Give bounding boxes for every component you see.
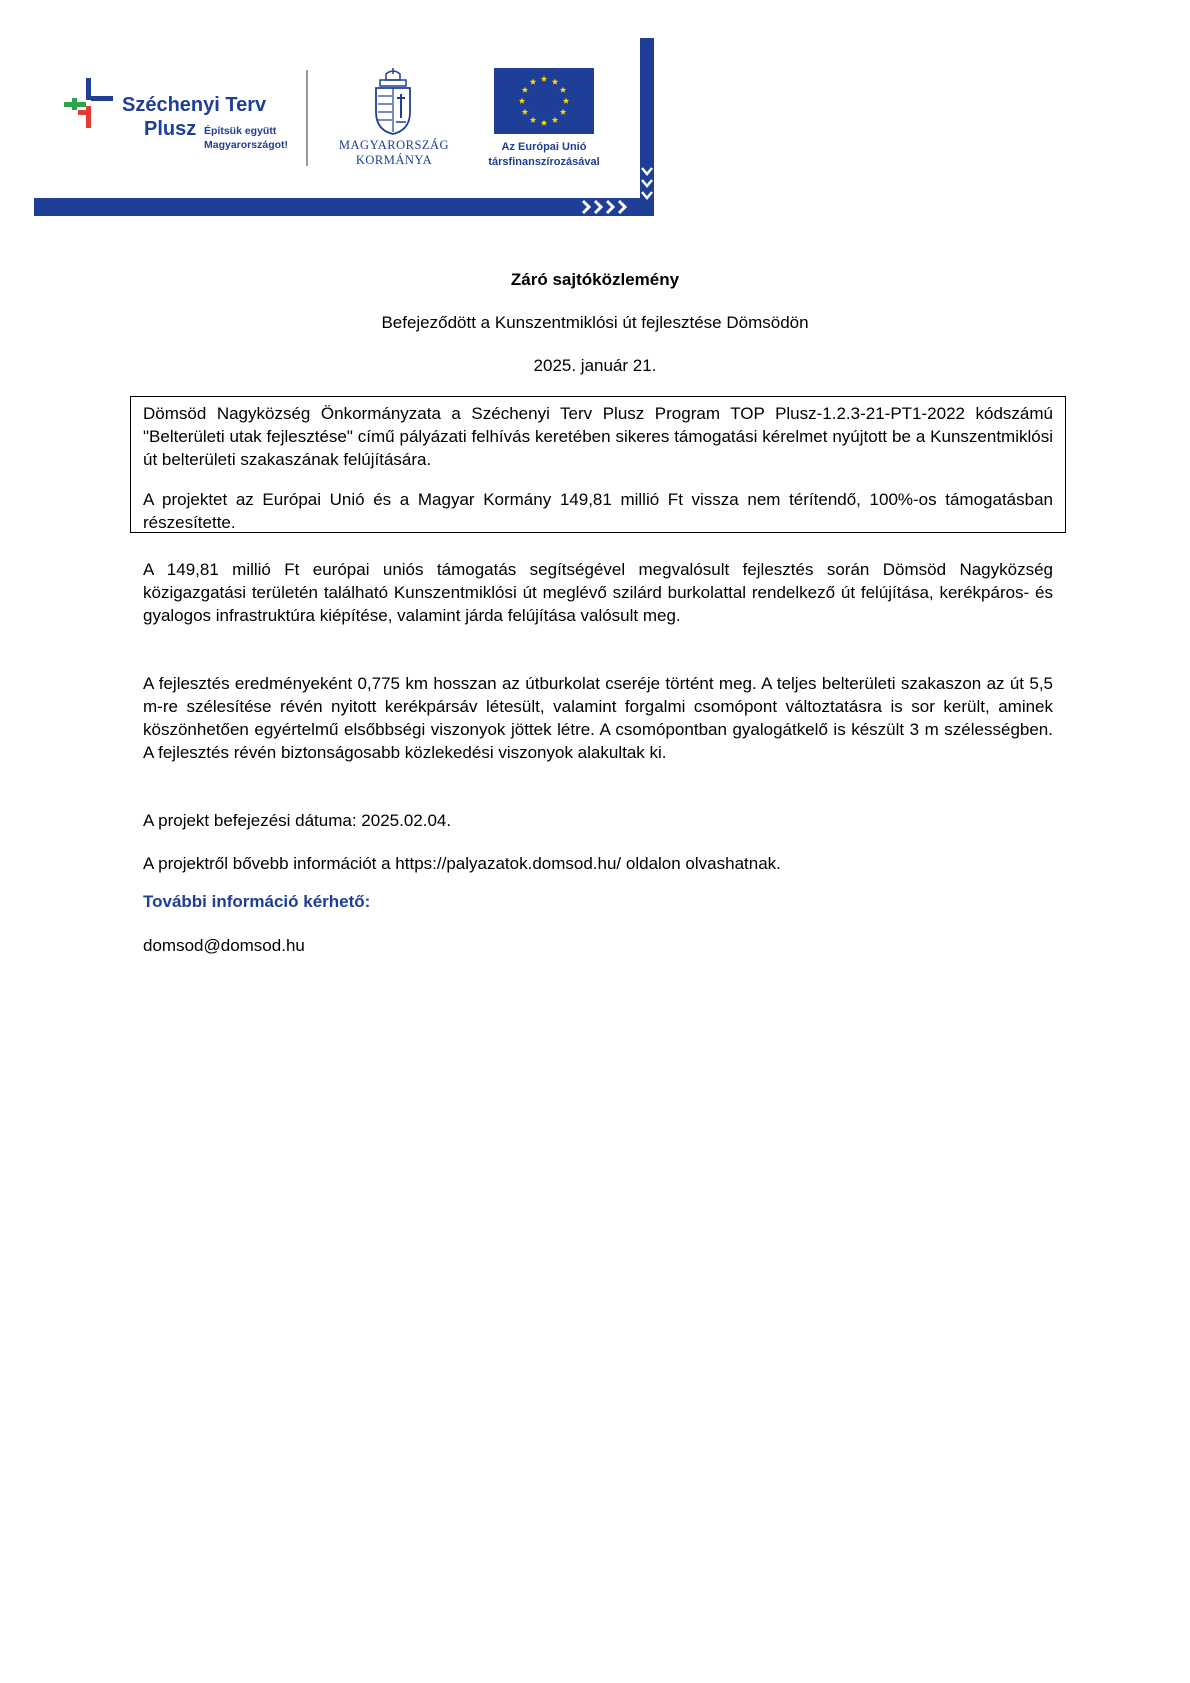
header-banner — [34, 38, 654, 216]
paragraph-completion-date: A projekt befejezési dátuma: 2025.02.04. — [143, 811, 452, 830]
document-subtitle: Befejeződött a Kunszentmiklósi út fejlesztése Dömsödön — [381, 313, 809, 332]
eu-cofinancing-logo — [474, 68, 624, 178]
government-text — [334, 138, 454, 168]
szechenyi-slogan: Építsük együtt Magyarországot! — [204, 125, 289, 151]
chevron-right-icon — [579, 198, 639, 216]
eu-line-2: társfinanszírozásával — [488, 156, 600, 168]
info-heading: További információ kérhető: — [143, 892, 371, 911]
eu-line-1: Az Európai Unió — [501, 141, 587, 153]
eu-text — [474, 140, 614, 170]
szechenyi-terv-title: Széchenyi Terv — [122, 94, 267, 116]
contact-email[interactable]: domsod@domsod.hu — [143, 936, 305, 955]
paragraph-funding: A projektet az Európai Unió és a Magyar Kormány 149,81 millió Ft vissza nem térítendő, 100%-os támogatásban részesítette. — [143, 490, 1053, 532]
szechenyi-plusz-label: Plusz — [144, 118, 197, 140]
szechenyi-cross-icon — [64, 78, 114, 128]
document-date: 2025. január 21. — [533, 356, 657, 375]
chevron-down-icon — [640, 166, 654, 222]
government-line-1: MAGYARORSZÁG — [338, 138, 450, 152]
hungarian-government-logo — [334, 68, 454, 178]
document-title: Záró sajtóközlemény — [510, 270, 680, 289]
paragraph-development: A 149,81 millió Ft európai uniós támogatás segítségével megvalósult fejlesztés során Dömsöd Nagyközség közigazgatási területén található Kunszentmiklósi út meglévő szilárd burkolattal rendelkező út felújítása, kerékpáros- és gyalogos infrastruktúra kiépítése, valamint járda felújítása valósult meg. — [143, 560, 1053, 625]
paragraph-more-info: A projektről bővebb információt a https://palyazatok.domsod.hu/ oldalon olvashatnak. — [143, 854, 781, 873]
banner-divider — [306, 70, 308, 166]
government-line-2: KORMÁNYA — [355, 153, 433, 167]
eu-flag-icon — [494, 68, 594, 134]
coat-of-arms-icon — [372, 68, 414, 136]
banner-bottom-stripe — [34, 198, 654, 216]
paragraph-intro: Dömsöd Nagyközség Önkormányzata a Széchenyi Terv Plusz Program TOP Plusz-1.2.3-21-PT1-2022 kódszámú "Belterületi utak fejlesztése" című pályázati felhívás keretében sikeres támogatási kérelmet nyújtott be a Kunszentmiklósi út belterületi szakaszának felújítására. — [143, 404, 1053, 469]
szechenyi-terv-plusz-logo — [64, 78, 294, 168]
paragraph-results: A fejlesztés eredményeként 0,775 km hosszan az útburkolat cseréje történt meg. A teljes belterületi szakaszon az út 5,5 m-re szélesítése révén nyitott kerékpársáv létesült, valamint forgalmi csomópont változtatásra is sor került, aminek köszönhetően egyértelmű elsőbbségi viszonyok jöttek létre. A csomópontban gyalogátkelő is készült 3 m szélességben. A fejlesztés révén biztonságosabb közlekedési viszonyok alakultak ki. — [143, 674, 1053, 762]
